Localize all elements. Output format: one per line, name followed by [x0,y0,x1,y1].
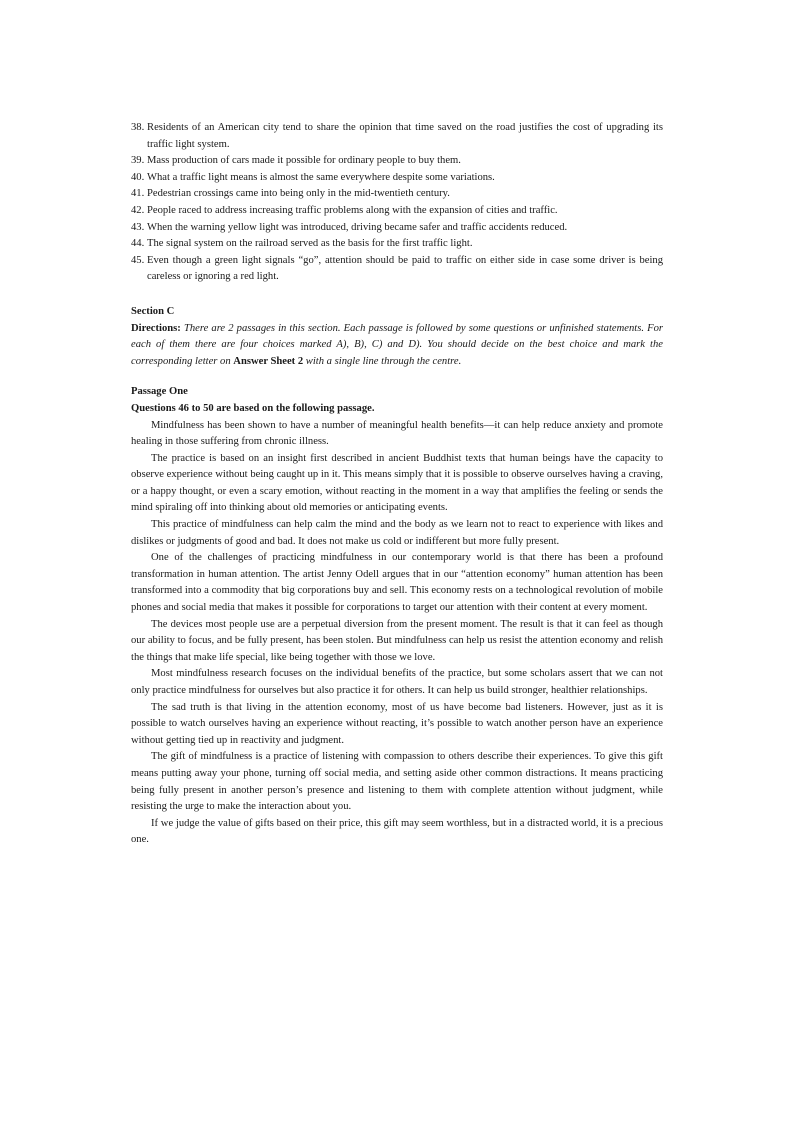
question-43 [131,220,663,237]
question-42 [131,203,663,220]
question-38 [131,120,663,153]
passage-paragraph: One of the challenges of practicing mindfulness in our contemporary world is that there has been a profound transformation in human attention. The artist Jenny Odell argues that in our “attention economy” human attention has been transformed into a commodity that big corporations buy and sell. This economy rests on a technological revolution of mobile phones and social media that makes it possible for corporations to target our attention with their content at every moment. [131,552,663,614]
passage-paragraph: If we judge the value of gifts based on their price, this gift may seem worthless, but in a distracted world, it is a precious one. [131,817,663,846]
question-text: Mass production of cars made it possible for ordinary people to buy them. [147,155,461,167]
question-41 [131,186,663,203]
question-text: What a traffic light means is almost the same everywhere despite some variations. [147,171,495,183]
passage-paragraph: The devices most people use are a perpetual diversion from the present moment. The result is that it can feel as though our ability to focus, and be fully present, has been stolen. But mindfulness can help us resist the attention economy and relish the things that make life special, like being together with those we love. [131,618,663,663]
passage-body [131,418,663,849]
question-text: Pedestrian crossings came into being only in the mid-twentieth century. [147,188,450,200]
question-number: 41. [131,188,145,200]
question-text: When the warning yellow light was introduced, driving became safer and traffic accidents reduced. [147,221,568,233]
passage-paragraph: Mindfulness has been shown to have a number of meaningful health benefits—it can help reduce anxiety and promote healing in those suffering from chronic illness. [131,419,663,448]
question-number: 44. [131,238,145,250]
directions [131,321,663,371]
passage-paragraph: The gift of mindfulness is a practice of listening with compassion to others describe their experiences. To give this gift means putting away your phone, turning off social media, and setting aside other common distractions. It means practicing being fully present in another person’s presence and listening to them with complete attention without judgment, while resisting the urge to make the interaction about you. [131,751,663,813]
question-text: People raced to address increasing traffic problems along with the expansion of cities and traffic. [147,204,558,216]
directions-label: Directions: [131,322,181,334]
question-40 [131,170,663,187]
question-39 [131,153,663,170]
question-number: 42. [131,204,145,216]
question-text: The signal system on the railroad served as the basis for the first traffic light. [147,238,473,250]
passage-paragraph: This practice of mindfulness can help calm the mind and the body as we learn not to react to experience with likes and dislikes or judgments of good and bad. It does not make us cold or indifferent but more fully present. [131,519,663,547]
passage-paragraph: The sad truth is that living in the attention economy, most of us have become bad listeners. However, just as it is possible to watch ourselves having an experience without reacting, it’s possible to watch another person have an experience without getting tied up in reactivity and judgment. [131,701,663,746]
directions-text-end: with a single line through the centre. [303,355,462,367]
question-number: 39. [131,155,145,167]
question-number: 45. [131,254,145,266]
passage-paragraph: Most mindfulness research focuses on the individual benefits of the practice, but some scholars assert that we can not only practice mindfulness for ourselves but also practice it for others. It can help us build stronger, healthier relationships. [131,668,663,696]
question-text: Even though a green light signals “go”, attention should be paid to traffic on either side in case some driver is being careless or ignoring a red light. [147,254,663,283]
question-text: Residents of an American city tend to share the opinion that time saved on the road justifies the cost of upgrading its traffic light system. [147,122,663,150]
page-content [131,120,663,849]
passage-paragraph: The practice is based on an insight first described in ancient Buddhist texts that human beings have the capacity to observe experience without being caught up in it. This means simply that it is possible to observe ourselves having a craving, or a happy thought, or even a scary emotion, without reacting in the moment in a way that amplifies the feeling or sends the mind spiraling off into thinking about old memories or anticipating events. [131,452,663,514]
question-number: 40. [131,171,145,183]
answer-sheet-label: Answer Sheet 2 [233,355,304,367]
directions-text: There are 2 passages in this section. Each passage is followed by some questions or unfinished statements. For each of them there are four choices marked A), B), C) and D). You should decide on the best choice and mark the corresponding letter on [131,322,663,367]
passage-title: Passage One [131,386,188,398]
question-44 [131,236,663,253]
question-number: 38. [131,122,145,133]
statement-list [131,120,663,286]
question-number: 43. [131,221,145,233]
section-title: Section C [131,305,175,317]
passage-subtitle: Questions 46 to 50 are based on the following passage. [131,402,375,414]
question-45 [131,253,663,286]
